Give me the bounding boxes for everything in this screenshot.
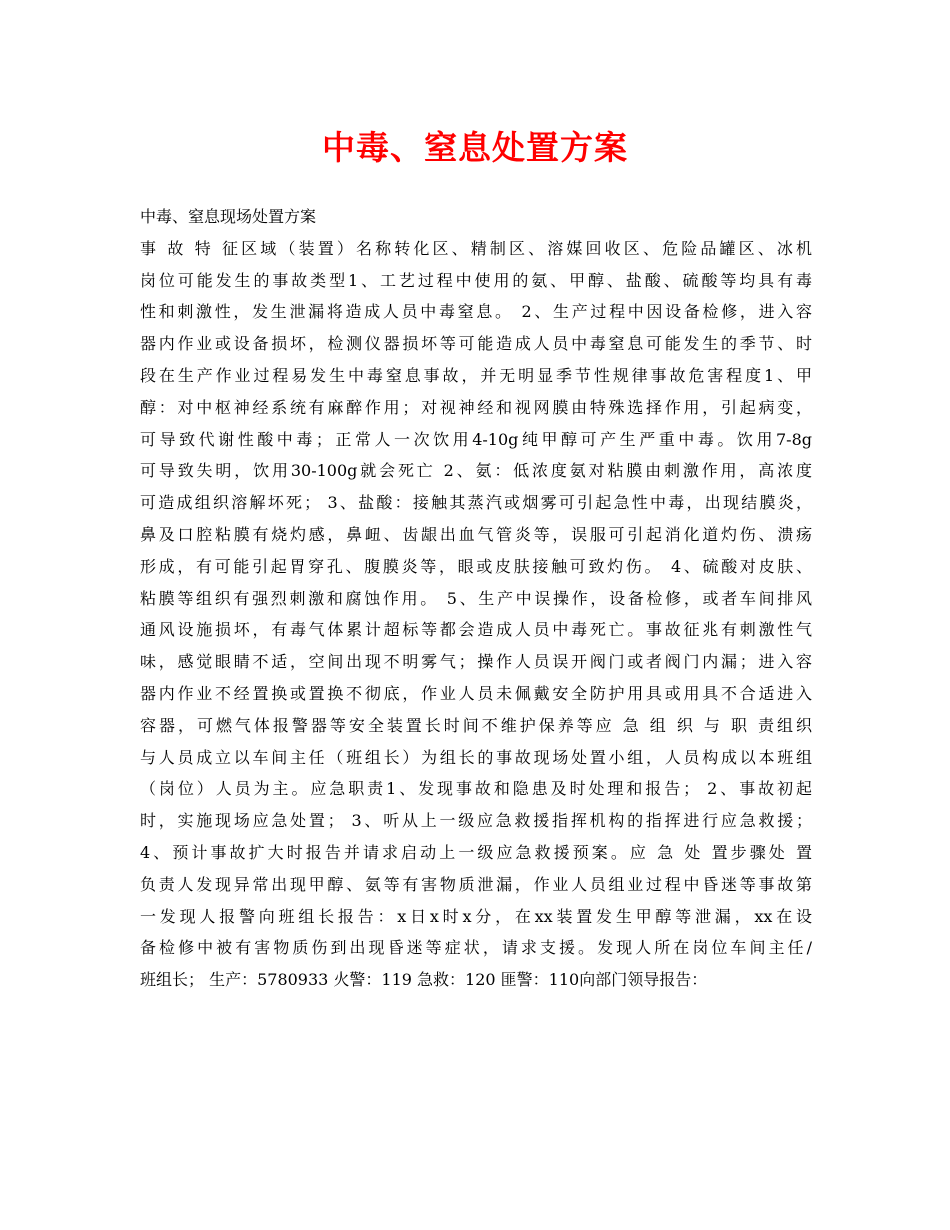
- text-line: 形成，有可能引起胃穿孔、腹膜炎等，眼或皮肤接触可致灼伤。 4、硫酸对皮肤、: [140, 556, 812, 576]
- text-line: 可导致代谢性酸中毒；正常人一次饮用4-10g纯甲醇可产生严重中毒。饮用7-8g: [140, 429, 812, 449]
- text-line: 4、预计事故扩大时报告并请求启动上一级应急救援预案。应 急 处 置步骤处 置: [140, 842, 812, 862]
- text-line: 负责人发现异常出现甲醇、氨等有害物质泄漏，作业人员组业过程中昏迷等事故第: [140, 874, 812, 894]
- text-line: 性和刺激性，发生泄漏将造成人员中毒窒息。 2、生产过程中因设备检修，进入容: [140, 302, 812, 322]
- text-line: 醇：对中枢神经系统有麻醉作用；对视神经和视网膜由特殊选择作用，引起病变，: [140, 397, 812, 417]
- text-line: 与人员成立以车间主任（班组长）为组长的事故现场处置小组，人员构成以本班组: [140, 747, 812, 767]
- document-body: [140, 201, 812, 996]
- text-line: 器内作业不经置换或置换不彻底，作业人员未佩戴安全防护用具或用具不合适进入: [140, 683, 812, 703]
- text-line: 中毒、窒息现场处置方案: [140, 207, 317, 226]
- text-line: （岗位）人员为主。应急职责1、发现事故和隐患及时处理和报告； 2、事故初起: [140, 779, 812, 799]
- text-line: 粘膜等组织有强烈刺激和腐蚀作用。 5、生产中误操作，设备检修，或者车间排风: [140, 588, 812, 608]
- text-line: 器内作业或设备损坏，检测仪器损坏等可能造成人员中毒窒息可能发生的季节、时: [140, 334, 812, 354]
- text-line: 一发现人报警向班组长报告：x日x时x分，在xx装置发生甲醇等泄漏，xx在设: [140, 906, 812, 926]
- text-line: 事 故 特 征区域（装置）名称转化区、精制区、溶媒回收区、危险品罐区、冰机: [140, 238, 812, 258]
- text-line: 鼻及口腔粘膜有烧灼感，鼻衄、齿龈出血气管炎等，误服可引起消化道灼伤、溃疡: [140, 524, 812, 544]
- text-line: 可造成组织溶解坏死； 3、盐酸：接触其蒸汽或烟雾可引起急性中毒，出现结膜炎，: [140, 493, 812, 513]
- text-line: 时，实施现场应急处置； 3、听从上一级应急救援指挥机构的指挥进行应急救援；: [140, 811, 812, 831]
- text-line: 备检修中被有害物质伤到出现昏迷等症状，请求支援。发现人所在岗位车间主任/: [140, 938, 812, 958]
- text-line: 味，感觉眼睛不适，空间出现不明雾气；操作人员误开阀门或者阀门内漏；进入容: [140, 652, 812, 672]
- text-line: 段在生产作业过程易发生中毒窒息事故，并无明显季节性规律事故危害程度1、甲: [140, 365, 812, 385]
- text-line: 岗位可能发生的事故类型1、工艺过程中使用的氨、甲醇、盐酸、硫酸等均具有毒: [140, 270, 812, 290]
- document-title: 中毒、窒息处置方案: [322, 128, 628, 167]
- text-line: 可导致失明，饮用30-100g就会死亡 2、氨：低浓度氨对粘膜由刺激作用，高浓度: [140, 461, 812, 481]
- text-line: 容器，可燃气体报警器等安全装置长时间不维护保养等应 急 组 织 与 职 责组织: [140, 715, 812, 735]
- text-line: 班组长； 生产：5780933 火警：119 急救：120 匪警：110向部门领导报告：: [140, 970, 708, 990]
- text-line: 通风设施损坏，有毒气体累计超标等都会造成人员中毒死亡。事故征兆有刺激性气: [140, 620, 812, 640]
